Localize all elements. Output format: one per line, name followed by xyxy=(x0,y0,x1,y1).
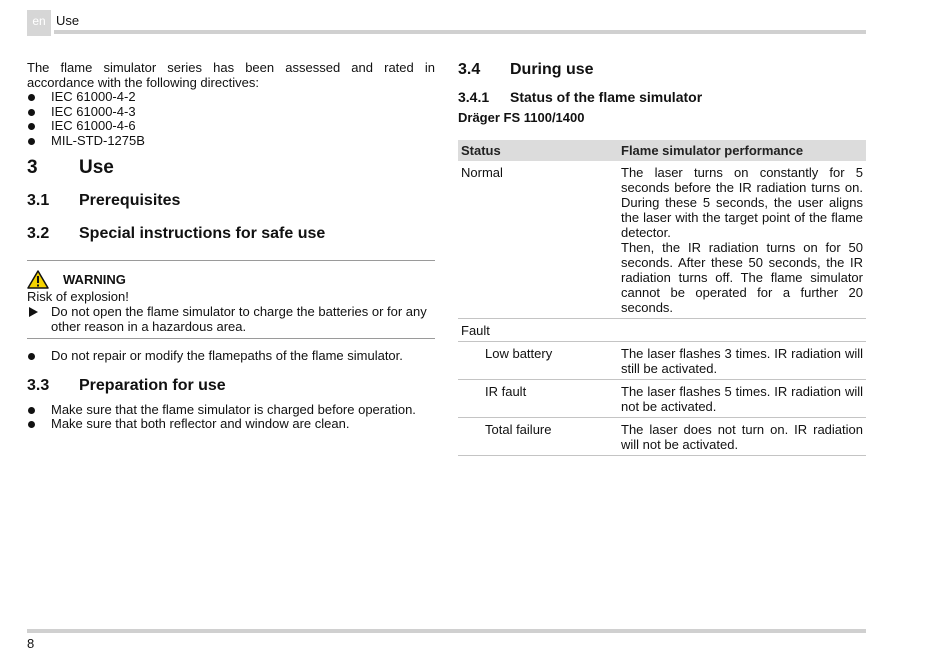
list-item: IEC 61000-4-6 xyxy=(27,119,435,134)
status-cell: Fault xyxy=(458,319,618,342)
table-row xyxy=(458,161,866,319)
warning-instructions xyxy=(27,304,435,334)
section-number: 3.4 xyxy=(458,61,481,78)
right-column xyxy=(458,60,866,456)
section-number: 3.2 xyxy=(27,225,50,242)
warning-label: WARNING xyxy=(63,271,126,287)
status-table xyxy=(458,140,866,456)
list-item: Make sure that the flame simulator is charged before operation. xyxy=(27,403,435,418)
section-title: During use xyxy=(510,61,594,78)
left-column xyxy=(27,60,435,432)
status-cell: Low battery xyxy=(458,342,618,380)
section-heading-3-4-1 xyxy=(458,88,866,106)
section-heading-3 xyxy=(27,157,435,179)
list-item: Make sure that both reflector and window are clean. xyxy=(27,417,435,432)
warning-heading xyxy=(27,269,435,289)
section-heading-3-4 xyxy=(458,60,866,80)
performance-cell: The laser flashes 3 times. IR radiation will still be activated. xyxy=(618,342,866,380)
language-tab: en xyxy=(27,10,51,36)
section-title: Prerequisites xyxy=(79,192,181,209)
directives-list xyxy=(27,90,435,148)
section-heading-3-2 xyxy=(27,224,435,244)
status-cell: IR fault xyxy=(458,380,618,418)
section-number: 3.4.1 xyxy=(458,89,490,105)
performance-text: The laser turns on constantly for 5 seconds before the IR radiation turns on. During these 5 seconds, the user aligns the laser with the target point of the flame detector. xyxy=(621,165,863,240)
list-item: MIL-STD-1275B xyxy=(27,134,435,149)
performance-text: Then, the IR radiation turns on for 50 seconds. After these 50 seconds, the IR radiation turns off. The flame simulator cannot be operated for a further 20 seconds. xyxy=(621,240,863,315)
section-number: 3.3 xyxy=(27,376,50,394)
intro-paragraph: The flame simulator series has been assessed and rated in accordance with the following directives: xyxy=(27,60,435,90)
model-name: Dräger FS 1100/1400 xyxy=(458,110,585,125)
section-heading-3-1 xyxy=(27,191,435,211)
preparation-list xyxy=(27,403,435,432)
page-header xyxy=(27,10,866,36)
page-number: 8 xyxy=(27,636,35,651)
status-cell: Total failure xyxy=(458,418,618,456)
list-item: Do not repair or modify the flamepaths of the flame simulator. xyxy=(27,349,435,364)
warning-triangle-icon xyxy=(27,270,49,289)
performance-cell xyxy=(618,319,866,342)
table-header-row xyxy=(458,140,866,161)
table-row xyxy=(458,418,866,456)
section-title: Special instructions for safe use xyxy=(79,225,326,242)
footer-rule xyxy=(27,629,866,633)
status-cell: Normal xyxy=(458,161,618,319)
section-title: Use xyxy=(79,157,114,178)
column-header-status: Status xyxy=(458,140,618,161)
section-title: Status of the flame simulator xyxy=(510,89,703,105)
list-item: IEC 61000-4-2 xyxy=(27,90,435,105)
header-title: Use xyxy=(56,13,80,28)
table-row xyxy=(458,319,866,342)
warning-box xyxy=(27,260,435,339)
section-title: Preparation for use xyxy=(79,376,226,394)
warning-risk: Risk of explosion! xyxy=(27,289,129,304)
performance-cell xyxy=(618,161,866,319)
table-row xyxy=(458,380,866,418)
performance-cell: The laser does not turn on. IR radiation will not be activated. xyxy=(618,418,866,456)
performance-cell: The laser flashes 5 times. IR radiation will not be activated. xyxy=(618,380,866,418)
table-row xyxy=(458,342,866,380)
safe-use-list xyxy=(27,349,435,364)
section-number: 3 xyxy=(27,157,38,178)
section-number: 3.1 xyxy=(27,192,50,209)
section-heading-3-3 xyxy=(27,376,435,396)
list-item: Do not open the flame simulator to charge the batteries or for any other reason in a hazardous area. xyxy=(27,304,435,334)
list-item: IEC 61000-4-3 xyxy=(27,105,435,120)
header-rule xyxy=(54,30,866,34)
column-header-performance: Flame simulator performance xyxy=(618,140,866,161)
